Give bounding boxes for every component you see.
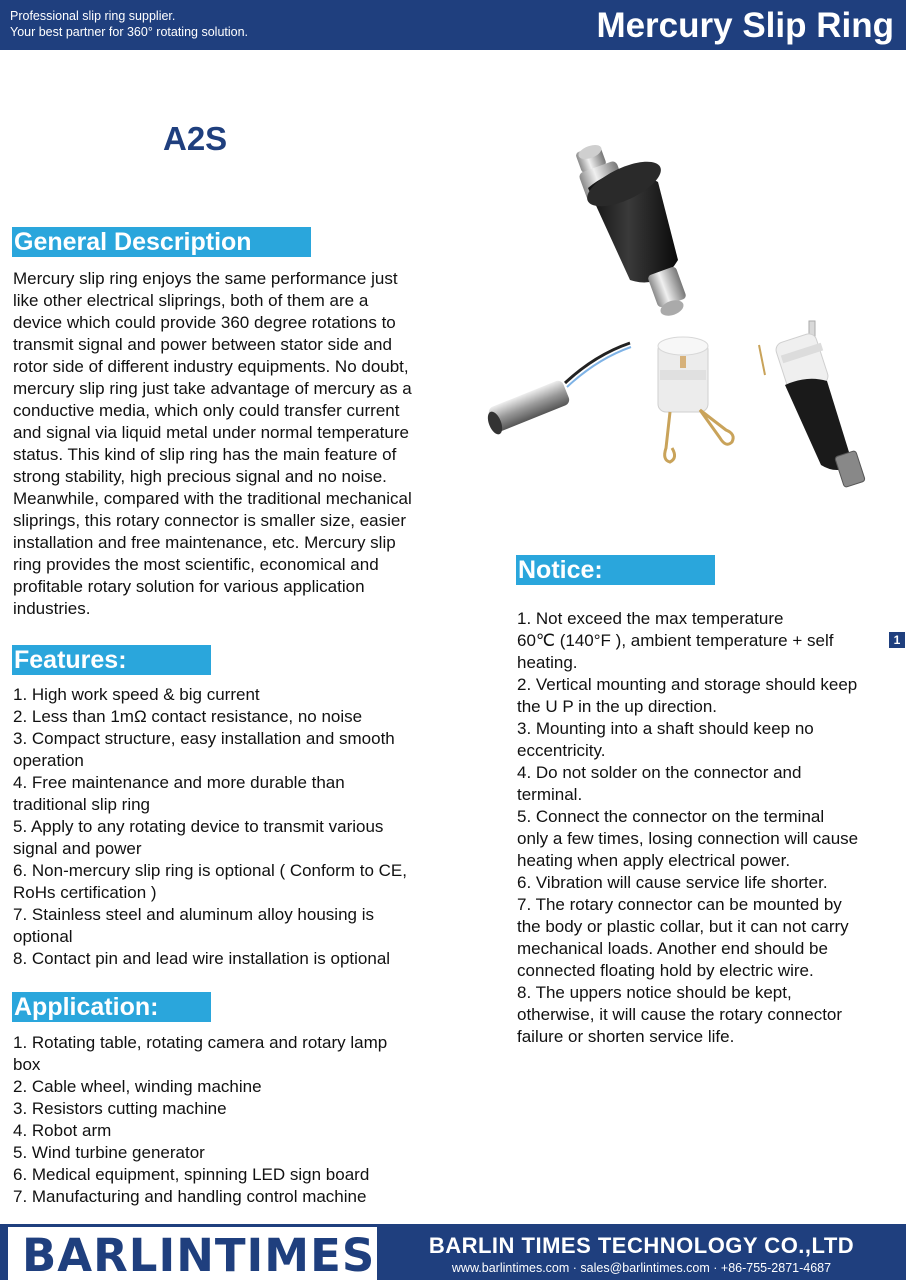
notice-line: 6. Vibration will cause service life shorter. xyxy=(517,873,828,892)
application-line: 1. Rotating table, rotating camera and rotary lamp xyxy=(13,1033,388,1052)
feature-line: 8. Contact pin and lead wire installation is optional xyxy=(13,949,391,968)
footer-company-box xyxy=(377,1227,906,1280)
description-line: device which could provide 360 degree rotations to xyxy=(13,313,396,332)
company-contact: www.barlintimes.com · sales@barlintimes.com · +86-755-2871-4687 xyxy=(451,1261,832,1275)
slip-ring-pin-terminal-image xyxy=(755,315,885,490)
description-line: like other electrical sliprings, both of them are a xyxy=(13,291,369,310)
feature-line: RoHs certification ) xyxy=(13,883,157,902)
notice-line: the body or plastic collar, but it can not carry xyxy=(517,917,849,936)
general-description-heading: General Description xyxy=(12,227,311,257)
application-line: 7. Manufacturing and handling control machine xyxy=(13,1187,367,1206)
page-title: Mercury Slip Ring xyxy=(596,6,894,45)
feature-line: 7. Stainless steel and aluminum alloy housing is xyxy=(13,905,374,924)
description-line: status. This kind of slip ring has the main feature of xyxy=(13,445,397,464)
description-line: profitable rotary solution for various application xyxy=(13,577,365,596)
application-line: 6. Medical equipment, spinning LED sign board xyxy=(13,1165,370,1184)
feature-line: 1. High work speed & big current xyxy=(13,685,260,704)
model-name: A2S xyxy=(163,120,228,157)
description-line: strong stability, high precious signal and no noise. xyxy=(13,467,387,486)
slip-ring-plastic-collar-image xyxy=(640,330,745,475)
page-header xyxy=(0,0,906,50)
tagline-line-1: Professional slip ring supplier. xyxy=(10,9,176,23)
description-line: Meanwhile, compared with the traditional mechanical xyxy=(13,489,412,508)
description-line: Mercury slip ring enjoys the same performance just xyxy=(13,269,398,288)
notice-line: heating. xyxy=(517,653,578,672)
notice-line: 2. Vertical mounting and storage should keep xyxy=(517,675,858,694)
feature-line: operation xyxy=(13,751,84,770)
notice-line: otherwise, it will cause the rotary connector xyxy=(517,1005,843,1024)
notice-line: the U P in the up direction. xyxy=(517,697,718,716)
notice-heading: Notice: xyxy=(516,555,715,585)
notice-line: failure or shorten service life. xyxy=(517,1027,735,1046)
slip-ring-wire-lead-image xyxy=(485,335,660,450)
general-description-text xyxy=(13,268,453,620)
feature-line: signal and power xyxy=(13,839,142,858)
application-line: 4. Robot arm xyxy=(13,1121,112,1140)
feature-line: 4. Free maintenance and more durable than xyxy=(13,773,345,792)
feature-line: 5. Apply to any rotating device to transmit various xyxy=(13,817,384,836)
description-line: rotor side of different industry equipments. No doubt, xyxy=(13,357,409,376)
slip-ring-main-image xyxy=(560,140,710,330)
notice-list xyxy=(517,608,892,1048)
description-line: installation and free maintenance, etc. Mercury slip xyxy=(13,533,396,552)
notice-line: heating when apply electrical power. xyxy=(517,851,791,870)
footer-left-accent xyxy=(0,1227,8,1280)
feature-line: optional xyxy=(13,927,73,946)
description-line: transmit signal and power between stator side and xyxy=(13,335,392,354)
company-logo: BARLINTIMES xyxy=(22,1229,376,1280)
description-line: industries. xyxy=(13,599,91,618)
notice-line: connected floating hold by electric wire. xyxy=(517,961,814,980)
tagline xyxy=(10,8,248,40)
notice-line: only a few times, losing connection will cause xyxy=(517,829,859,848)
page-footer xyxy=(0,1224,906,1280)
features-heading: Features: xyxy=(12,645,211,675)
tagline-line-2: Your best partner for 360° rotating solution. xyxy=(10,25,249,39)
notice-line: 8. The uppers notice should be kept, xyxy=(517,983,792,1002)
description-line: and signal via liquid metal under normal temperature xyxy=(13,423,409,442)
application-line: 3. Resistors cutting machine xyxy=(13,1099,227,1118)
feature-line: traditional slip ring xyxy=(13,795,151,814)
notice-line: eccentricity. xyxy=(517,741,606,760)
notice-line: 5. Connect the connector on the terminal xyxy=(517,807,825,826)
notice-line: 7. The rotary connector can be mounted by xyxy=(517,895,842,914)
company-name: BARLIN TIMES TECHNOLOGY CO.,LTD xyxy=(428,1233,855,1258)
description-line: sliprings, this rotary connector is smaller size, easier xyxy=(13,511,407,530)
application-line: box xyxy=(13,1055,41,1074)
notice-line: 1. Not exceed the max temperature xyxy=(517,609,784,628)
page-number: 1 xyxy=(889,632,905,648)
application-heading: Application: xyxy=(12,992,211,1022)
features-list xyxy=(13,684,453,970)
feature-line: 6. Non-mercury slip ring is optional ( Conform to CE, xyxy=(13,861,407,880)
description-line: ring provides the most scientific, economical and xyxy=(13,555,379,574)
application-line: 2. Cable wheel, winding machine xyxy=(13,1077,262,1096)
description-line: conductive media, which only could transfer current xyxy=(13,401,400,420)
application-list xyxy=(13,1032,453,1208)
notice-line: 4. Do not solder on the connector and xyxy=(517,763,802,782)
feature-line: 3. Compact structure, easy installation and smooth xyxy=(13,729,395,748)
notice-line: mechanical loads. Another end should be xyxy=(517,939,828,958)
notice-line: terminal. xyxy=(517,785,583,804)
feature-line: 2. Less than 1mΩ contact resistance, no noise xyxy=(13,707,363,726)
notice-line: 60℃ (140°F ), ambient temperature + self xyxy=(517,631,834,650)
application-line: 5. Wind turbine generator xyxy=(13,1143,205,1162)
notice-line: 3. Mounting into a shaft should keep no xyxy=(517,719,814,738)
description-line: mercury slip ring just take advantage of mercury as a xyxy=(13,379,412,398)
